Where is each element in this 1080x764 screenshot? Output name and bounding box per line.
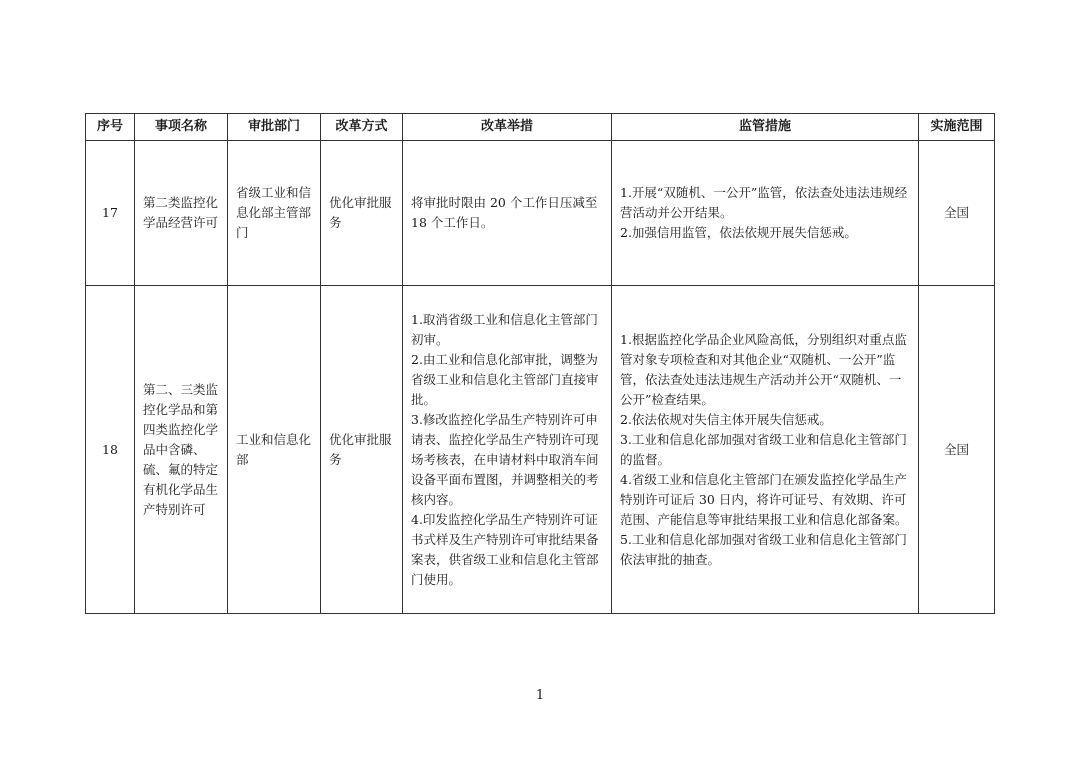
row-scope: 全国 (919, 141, 995, 286)
row-scope: 全国 (919, 286, 995, 614)
row-reform-method: 优化审批服务 (321, 141, 403, 286)
supervision-item: 3.工业和信息化部加强对省级工业和信息化主管部门的监督。 (620, 431, 907, 467)
measure-item: 将审批时限由 20 个工作日压减至 18 个工作日。 (411, 195, 598, 230)
measure-item: 4.印发监控化学品生产特别许可证书式样及生产特别许可审批结果备案表，供省级工业和信息化主管部门使用。 (411, 511, 599, 587)
supervision-item: 1.开展“双随机、一公开”监管，依法查处违法违规经营活动并公开结果。 (620, 185, 908, 220)
row-supervision (612, 286, 919, 614)
page-number: 1 (535, 688, 545, 703)
row-item-name: 第二类监控化学品经营许可 (135, 141, 228, 286)
supervision-item: 2.加强信用监管，依法依规开展失信惩戒。 (620, 225, 857, 240)
header-seq: 序号 (86, 114, 135, 141)
header-item-name: 事项名称 (135, 114, 228, 141)
supervision-item: 1.根据监控化学品企业风险高低，分别组织对重点监管对象专项检查和对其他企业“双随机、一公开”监管，依法查处违法违规生产活动并公开“双随机、一公开”检查结果。 (620, 331, 907, 407)
row-item-name: 第二、三类监控化学品和第四类监控化学品中含磷、硫、氟的特定有机化学品生产特别许可 (135, 286, 228, 614)
row-seq: 18 (86, 286, 135, 614)
row-seq: 17 (86, 141, 135, 286)
header-supervision: 监管措施 (612, 114, 919, 141)
measure-item: 2.由工业和信息化部审批，调整为省级工业和信息化主管部门直接审批。 (411, 351, 599, 407)
supervision-item: 5.工业和信息化部加强对省级工业和信息化主管部门依法审批的抽查。 (620, 531, 907, 567)
row-reform-measures (403, 141, 612, 286)
table-header-row (86, 114, 995, 141)
row-reform-method: 优化审批服务 (321, 286, 403, 614)
header-reform-method: 改革方式 (321, 114, 403, 141)
row-reform-measures (403, 286, 612, 614)
table-row (86, 286, 995, 614)
table-row (86, 141, 995, 286)
regulation-table (85, 113, 995, 614)
row-approval-dept: 工业和信息化部 (228, 286, 321, 614)
header-approval-dept: 审批部门 (228, 114, 321, 141)
measure-item: 3.修改监控化学品生产特别许可申请表、监控化学品生产特别许可现场考核表，在申请材料中取消车间设备平面布置图，并调整相关的考核内容。 (411, 411, 599, 507)
supervision-item: 2.依法依规对失信主体开展失信惩戒。 (620, 411, 832, 427)
header-scope: 实施范围 (919, 114, 995, 141)
header-reform-measures: 改革举措 (403, 114, 612, 141)
row-approval-dept: 省级工业和信息化部主管部门 (228, 141, 321, 286)
supervision-item: 4.省级工业和信息化主管部门在颁发监控化学品生产特别许可证后 30 日内，将许可证号、有效期、许可范围、产能信息等审批结果报工业和信息化部备案。 (620, 471, 908, 527)
row-supervision (612, 141, 919, 286)
measure-item: 1.取消省级工业和信息化主管部门初审。 (411, 311, 598, 347)
